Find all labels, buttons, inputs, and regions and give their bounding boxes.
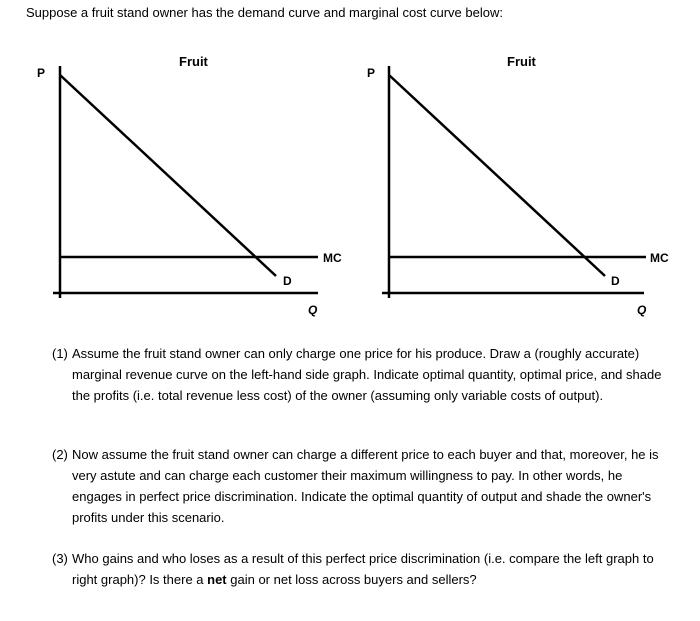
question-3-text-a: Who gains and who loses as a result of this perfect price discrimination (i.e. compare the left graph to right graph)? Is there a <box>72 551 654 587</box>
right-mc-label: MC <box>650 251 669 265</box>
question-1-number: (1) <box>52 346 68 361</box>
right-q-label: Q <box>637 303 647 317</box>
left-q-label: Q <box>308 303 318 317</box>
question-1-text: Assume the fruit stand owner can only charge one price for his produce. Draw a (roughly accurate) marginal revenue curve on the left-hand side graph. Indicate optimal quantity, optimal price, and shade the profits (i.e. total revenue less cost) of the owner (assuming only variable costs of output). <box>72 346 662 403</box>
left-d-label: D <box>283 274 292 288</box>
right-p-label: P <box>367 66 376 80</box>
question-3-number: (3) <box>52 551 68 566</box>
question-3-text-b: gain or net loss across buyers and sellers? <box>226 572 477 587</box>
question-3-text <box>72 548 662 590</box>
question-2 <box>52 444 662 528</box>
right-graph-title: Fruit <box>507 54 536 69</box>
question-3 <box>52 548 662 590</box>
question-2-text: Now assume the fruit stand owner can charge a different price to each buyer and that, moreover, he is very astute and can charge each customer their maximum willingness to pay. In other words, he engages in perfect price discrimination. Indicate the optimal quantity of output and shade the owner's profits under this scenario. <box>72 447 659 525</box>
left-graph-title: Fruit <box>179 54 208 69</box>
left-demand-curve <box>60 75 276 276</box>
question-2-number: (2) <box>52 447 68 462</box>
left-p-label: P <box>37 66 46 80</box>
question-3-bold: net <box>207 572 227 587</box>
question-1 <box>52 343 662 406</box>
right-d-label: D <box>611 274 620 288</box>
left-mc-label: MC <box>323 251 342 265</box>
right-demand-curve <box>389 75 605 276</box>
intro-text: Suppose a fruit stand owner has the demand curve and marginal cost curve below: <box>26 5 503 20</box>
